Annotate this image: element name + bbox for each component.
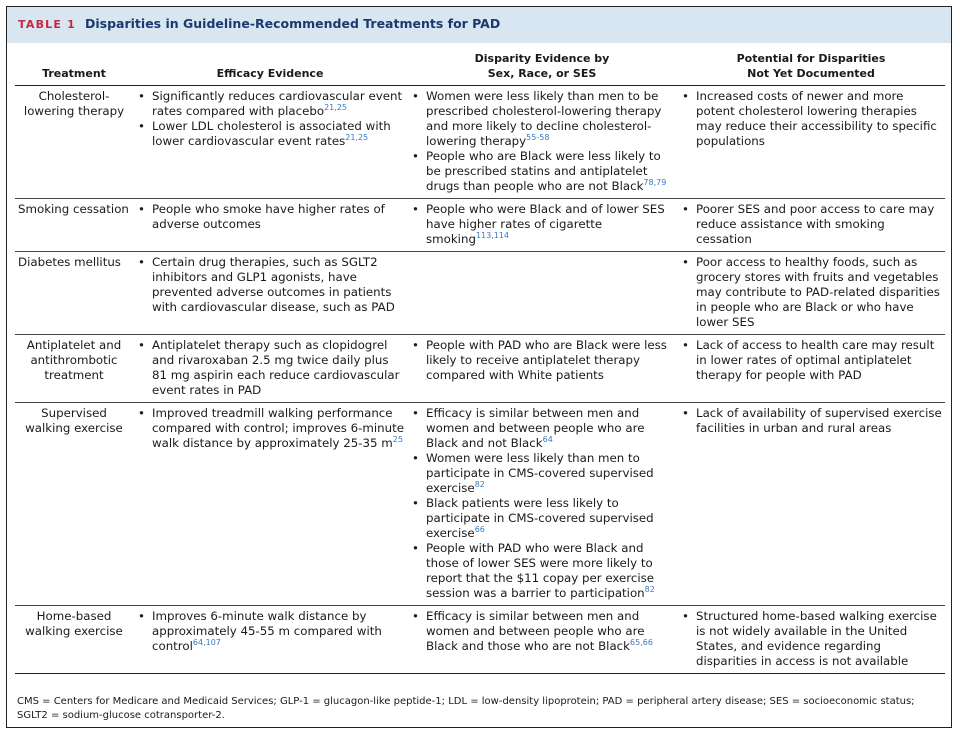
table-row — [15, 606, 945, 674]
reference-superscript: 66 — [474, 525, 485, 535]
disparities-table — [15, 51, 945, 674]
table-body — [15, 86, 945, 674]
bullet-item — [680, 202, 942, 247]
reference-superscript: 21,25 — [324, 103, 347, 113]
table-row — [15, 335, 945, 403]
efficacy-cell — [133, 403, 407, 606]
table-row — [15, 199, 945, 252]
reference-superscript: 82 — [644, 585, 655, 595]
bullet-item — [410, 609, 674, 654]
reference-superscript: 21,25 — [345, 133, 369, 143]
bullet-text: Improved treadmill walking performance compared with control; improves 6-minute walk distance by approximately 25-35 m — [152, 406, 404, 450]
bullet-item — [680, 338, 942, 383]
efficacy-bullet-list — [136, 255, 404, 315]
efficacy-bullet-list — [136, 338, 404, 398]
header-potential-line1: Potential for Disparities — [736, 52, 886, 65]
potential-bullet-list — [680, 406, 942, 436]
treatment-cell: Supervised walking exercise — [15, 403, 133, 606]
bullet-text: Lack of access to health care may result in lower rates of optimal antiplatelet therapy for people with PAD — [696, 338, 935, 382]
efficacy-cell — [133, 252, 407, 335]
disparity-bullet-list — [410, 338, 674, 383]
header-disparity-line1: Disparity Evidence by — [474, 52, 610, 65]
header-treatment: Treatment — [15, 51, 133, 86]
table-number: TABLE 1 — [18, 18, 76, 31]
bullet-text: Increased costs of newer and more potent cholesterol lowering therapies may reduce their accessibility to specific populations — [696, 89, 937, 148]
table-row — [15, 252, 945, 335]
bullet-text: Certain drug therapies, such as SGLT2 inhibitors and GLP1 agonists, have prevented adverse outcomes in patients with cardiovascular disease, such as PAD — [152, 255, 395, 314]
bullet-text: Lack of availability of supervised exercise facilities in urban and rural areas — [696, 406, 942, 435]
header-disparity-line2: Sex, Race, or SES — [487, 67, 597, 80]
reference-superscript: 64 — [542, 435, 553, 445]
bullet-item — [680, 406, 942, 436]
bullet-text: Women were less likely than men to participate in CMS-covered supervised exercise — [426, 451, 654, 495]
bullet-text: People with PAD who are Black were less likely to receive antiplatelet therapy compared with White patients — [426, 338, 667, 382]
bullet-item — [136, 89, 404, 119]
efficacy-cell — [133, 335, 407, 403]
table-title: Disparities in Guideline-Recommended Treatments for PAD — [85, 16, 501, 31]
reference-superscript: 64,107 — [192, 638, 221, 648]
header-disparity — [407, 51, 677, 86]
bullet-item — [410, 406, 674, 451]
bullet-item — [410, 541, 674, 601]
disparity-cell — [407, 199, 677, 252]
bullet-item — [410, 451, 674, 496]
table-frame — [6, 6, 952, 728]
potential-cell — [677, 86, 945, 199]
potential-cell — [677, 199, 945, 252]
reference-superscript: 65,66 — [630, 638, 653, 648]
efficacy-bullet-list — [136, 202, 404, 232]
bullet-item — [410, 496, 674, 541]
bullet-item — [136, 338, 404, 398]
bullet-text: People with PAD who were Black and those of lower SES were more likely to report that the $11 copay per exercise session was a barrier to participation — [426, 541, 655, 600]
bullet-item — [410, 89, 674, 149]
potential-bullet-list — [680, 338, 942, 383]
reference-superscript: 78,79 — [643, 178, 667, 188]
table-row — [15, 403, 945, 606]
bullet-text: People who were Black and of lower SES have higher rates of cigarette smoking — [426, 202, 665, 246]
efficacy-cell — [133, 86, 407, 199]
bullet-item — [136, 609, 404, 654]
bullet-item — [136, 255, 404, 315]
efficacy-bullet-list — [136, 406, 404, 451]
disparity-bullet-list — [410, 202, 674, 247]
bullet-item — [410, 338, 674, 383]
bullet-text: Poor access to healthy foods, such as grocery stores with fruits and vegetables may contribute to PAD-related disparities in people who are Black or who have lower SES — [696, 255, 940, 329]
bullet-text: Significantly reduces cardiovascular event rates compared with placebo — [152, 89, 403, 118]
reference-superscript: 82 — [474, 480, 485, 490]
bullet-text: People who smoke have higher rates of adverse outcomes — [152, 202, 385, 231]
table-row — [15, 86, 945, 199]
disparity-cell — [407, 606, 677, 674]
bullet-item — [136, 119, 404, 149]
potential-bullet-list — [680, 609, 942, 669]
efficacy-bullet-list — [136, 89, 404, 149]
bullet-text: Black patients were less likely to participate in CMS-covered supervised exercise — [426, 496, 654, 540]
potential-bullet-list — [680, 89, 942, 149]
bullet-item — [680, 255, 942, 330]
bullet-item — [136, 202, 404, 232]
bullet-text: Poorer SES and poor access to care may reduce assistance with smoking cessation — [696, 202, 935, 246]
bullet-text: Efficacy is similar between men and women and between people who are Black and not Black — [426, 406, 645, 450]
header-potential — [677, 51, 945, 86]
bullet-item — [410, 202, 674, 247]
treatment-cell: Antiplatelet and antithrombotic treatment — [15, 335, 133, 403]
efficacy-bullet-list — [136, 609, 404, 654]
disparity-bullet-list — [410, 89, 674, 194]
bullet-text: People who are Black were less likely to be prescribed statins and antiplatelet drugs than people who are not Black — [426, 149, 661, 193]
bullet-text: Antiplatelet therapy such as clopidogrel and rivaroxaban 2.5 mg twice daily plus 81 mg aspirin each reduce cardiovascular event rates in PAD — [152, 338, 400, 397]
treatment-cell: Smoking cessation — [15, 199, 133, 252]
bullet-item — [136, 406, 404, 451]
disparity-cell — [407, 86, 677, 199]
disparity-cell — [407, 335, 677, 403]
bullet-text: Structured home-based walking exercise is not widely available in the United States, and evidence regarding disparities in access is not available — [696, 609, 937, 668]
bullet-text: Women were less likely than men to be prescribed cholesterol-lowering therapy and more likely to decline cholesterol-lowering therapy — [426, 89, 662, 148]
reference-superscript: 25 — [392, 435, 403, 445]
bullet-text: Improves 6-minute walk distance by approximately 45-55 m compared with control — [152, 609, 382, 653]
bullet-item — [680, 89, 942, 149]
potential-cell — [677, 403, 945, 606]
disparity-cell — [407, 252, 677, 335]
treatment-cell: Diabetes mellitus — [15, 252, 133, 335]
disparity-bullet-list — [410, 609, 674, 654]
treatment-cell: Home-based walking exercise — [15, 606, 133, 674]
disparity-bullet-list — [410, 406, 674, 601]
potential-cell — [677, 335, 945, 403]
potential-bullet-list — [680, 202, 942, 247]
table-title-bar — [7, 7, 951, 43]
efficacy-cell — [133, 606, 407, 674]
potential-bullet-list — [680, 255, 942, 330]
disparity-cell — [407, 403, 677, 606]
potential-cell — [677, 606, 945, 674]
header-efficacy: Efficacy Evidence — [133, 51, 407, 86]
bullet-text: Lower LDL cholesterol is associated with lower cardiovascular event rates — [152, 119, 391, 148]
treatment-cell: Cholesterol-lowering therapy — [15, 86, 133, 199]
header-potential-line2: Not Yet Documented — [747, 67, 875, 80]
reference-superscript: 113,114 — [475, 231, 510, 241]
bullet-text: Efficacy is similar between men and women and between people who are Black and those who are not Black — [426, 609, 645, 653]
bullet-item — [410, 149, 674, 194]
bullet-item — [680, 609, 942, 669]
potential-cell — [677, 252, 945, 335]
table-footnote: CMS = Centers for Medicare and Medicaid Services; GLP-1 = glucagon-like peptide-1; LDL = low-density lipoprotein; PAD = peripheral artery disease; SES = socioeconomic status; SGLT2 = sodium-glucose cotransporter-2. — [17, 696, 915, 721]
header-row — [15, 51, 945, 86]
efficacy-cell — [133, 199, 407, 252]
reference-superscript: 55-58 — [526, 133, 550, 143]
